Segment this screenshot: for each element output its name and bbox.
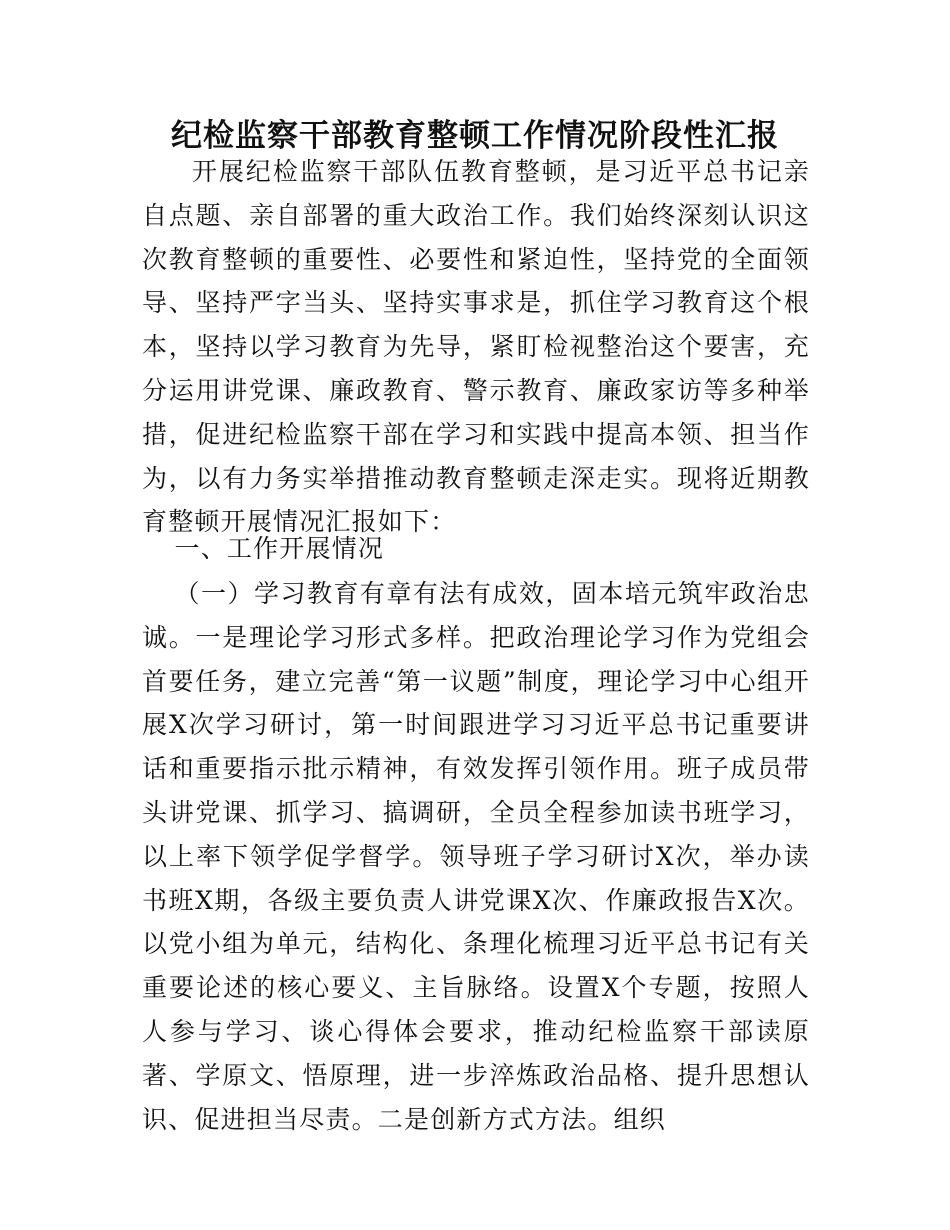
section-heading-work-progress: 一、工作开展情况 bbox=[174, 534, 385, 563]
section-1-paragraph: （一）学习教育有章有法有成效，固本培元筑牢政治忠诚。一是理论学习形式多样。把政治理论学习作为党组会首要任务，建立完善“第一议题”制度，理论学习中心组开展X次学习研讨，第一时间跟进学习习近平总书记重要讲话和重要指示批示精神，有效发挥引领作用。班子成员带头讲党课、抓学习、搞调研，全员全程参加读书班学习，以上率下领学促学督学。领导班子学习研讨X次，举办读书班X期，各级主要负责人讲党课X次、作廉政报告X次。以党小组为单元，结构化、条理化梳理习近平总书记有关重要论述的核心要义、主旨脉络。设置X个专题，按照人人参与学习、谈心得体会要求，推动纪检监察干部读原著、学原文、悟原理，进一步淬炼政治品格、提升思想认识、促进担当尽责。二是创新方式方法。组织 bbox=[142, 579, 810, 1134]
document-title: 纪检监察干部教育整顿工作情况阶段性汇报 bbox=[171, 118, 779, 154]
intro-paragraph: 开展纪检监察干部队伍教育整顿，是习近平总书记亲自点题、亲自部署的重大政治工作。我们始终深刻认识这次教育整顿的重要性、必要性和紧迫性，坚持党的全面领导、坚持严字当头、坚持实事求是，抓住学习教育这个根本，坚持以学习教育为先导，紧盯检视整治这个要害，充分运用讲党课、廉政教育、警示教育、廉政家访等多种举措，促进纪检监察干部在学习和实践中提高本领、担当作为，以有力务实举措推动教育整顿走深走实。现将近期教育整顿开展情况汇报如下： bbox=[142, 157, 810, 537]
